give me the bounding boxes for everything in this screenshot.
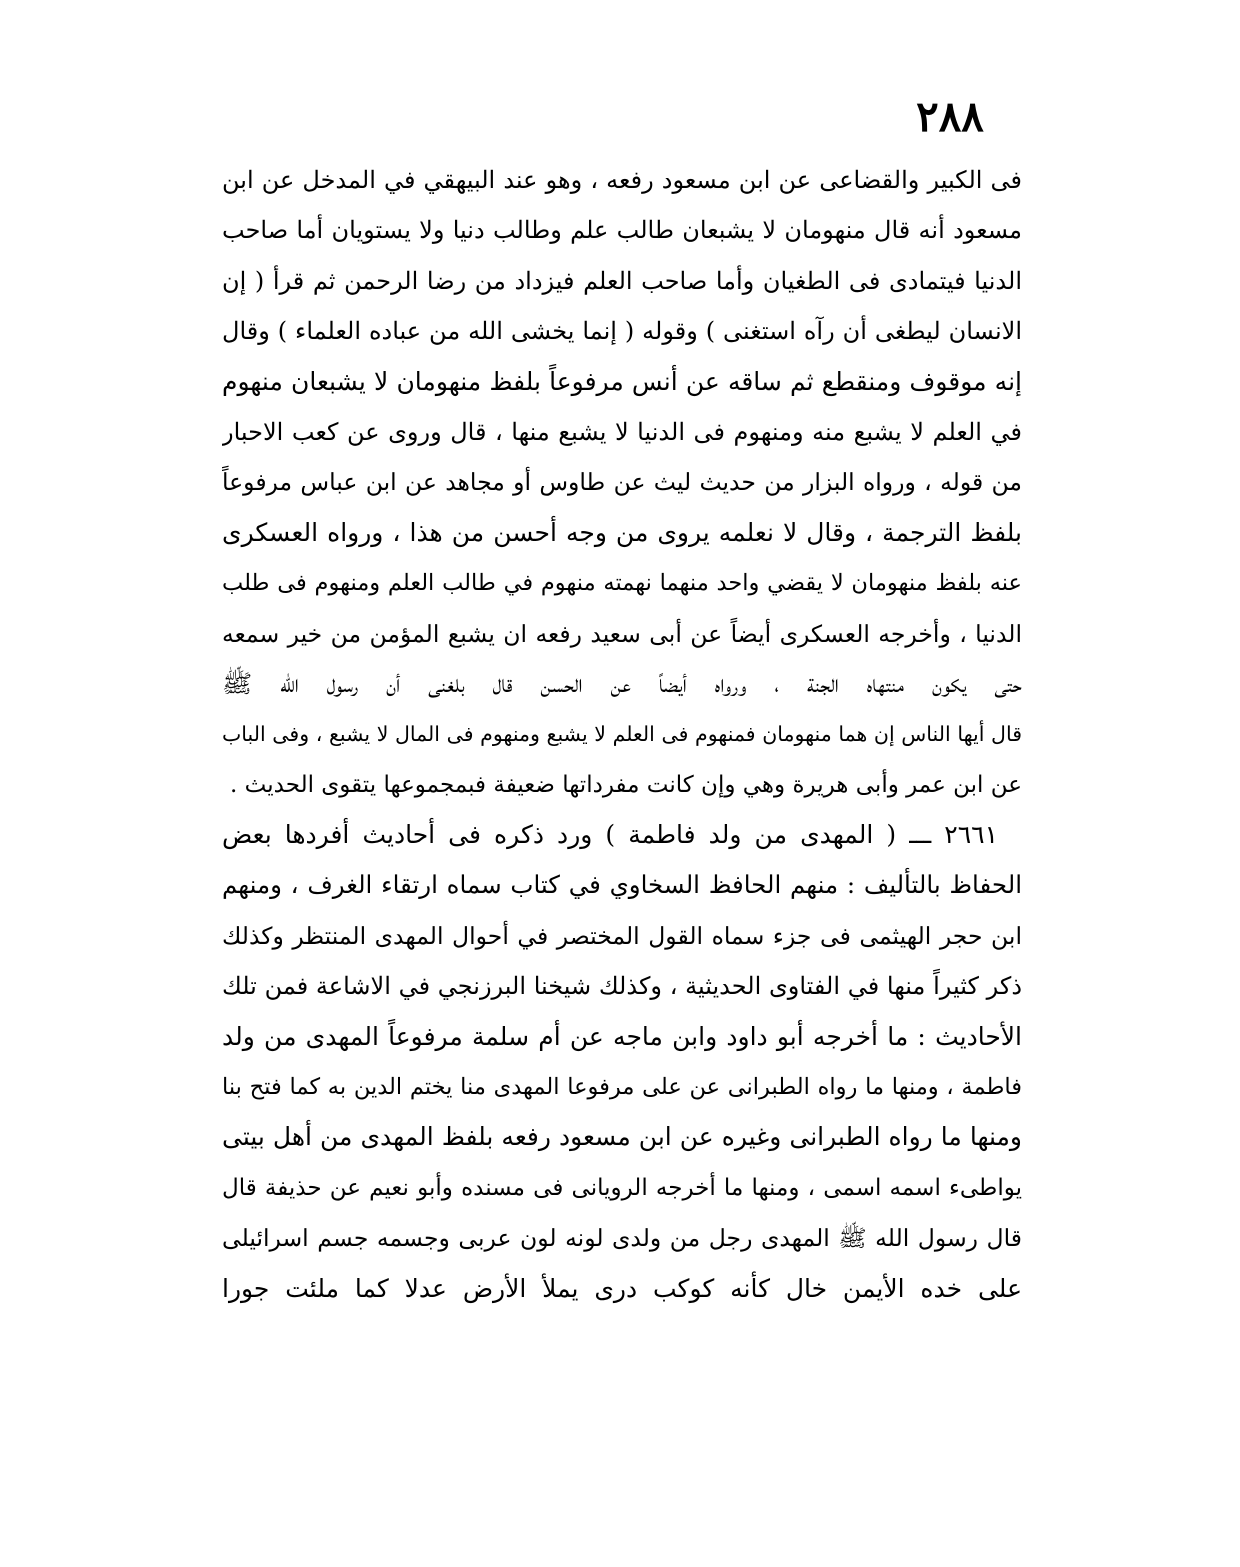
text-line: قال أيها الناس إن هما منهومان فمنهوم فى العلم لا يشبع ومنهوم فى المال لا يشبع ، وفى الباب xyxy=(222,722,1022,747)
text-line: ابن حجر الهيثمى فى جزء سماه القول المختصر في أحوال المهدى المنتظر وكذلك xyxy=(222,921,1022,950)
text-line: حتى يكون منتهاه الجنة ، ورواه أيضاً عن الحسن قال بلغنى أن رسول الله ﷺ xyxy=(222,668,1022,698)
text-line: ذكر كثيراً منها في الفتاوى الحديثية ، وكذلك شيخنا البرزنجي في الاشاعة فمن تلك xyxy=(222,972,1022,1001)
text-line: على خده الأيمن خال كأنه كوكب درى يملأ الأرض عدلا كما ملئت جورا xyxy=(222,1273,1022,1303)
text-line: فاطمة ، ومنها ما رواه الطبرانى عن على مرفوعا المهدى منا يختم الدين به كما فتح بنا xyxy=(222,1074,1022,1101)
text-line: إنه موقوف ومنقطع ثم ساقه عن أنس مرفوعاً بلفظ منهومان لا يشبعان منهوم xyxy=(222,366,1022,396)
page-number: ٢٨٨ xyxy=(916,92,984,141)
body-text xyxy=(222,155,1022,1314)
text-line: عن ابن عمر وأبى هريرة وهي وإن كانت مفرداتها ضعيفة فبمجموعها يتقوى الحديث . xyxy=(230,771,1022,798)
text-line: الدنيا فيتمادى فى الطغيان وأما صاحب العلم فيزداد من رضا الرحمن ثم قرأ ( إن xyxy=(222,266,1022,295)
text-line: بلفظ الترجمة ، وقال لا نعلمه يروى من وجه أحسن من هذا ، ورواه العسكرى xyxy=(222,517,1022,547)
text-line: فى الكبير والقضاعى عن ابن مسعود رفعه ، وهو عند البيهقي في المدخل عن ابن xyxy=(222,166,1022,194)
text-line: قال رسول الله ﷺ المهدى رجل من ولدى لونه لون عربى وجسمه جسم اسرائيلى xyxy=(222,1224,1022,1253)
text-line: الأحاديث : ما أخرجه أبو داود وابن ماجه عن أم سلمة مرفوعاً المهدى من ولد xyxy=(222,1021,1022,1051)
text-line: الحفاظ بالتأليف : منهم الحافظ السخاوي في كتاب سماه ارتقاء الغرف ، ومنهم xyxy=(222,870,1022,900)
text-line: ومنها ما رواه الطبرانى وغيره عن ابن مسعود رفعه بلفظ المهدى من أهل بيتى xyxy=(222,1122,1022,1152)
text-line: الانسان ليطغى أن رآه استغنى ) وقوله ( إنما يخشى الله من عباده العلماء ) وقال xyxy=(222,317,1022,346)
entry-heading-line: ٢٦٦١ ـــ ( المهدى من ولد فاطمة ) ورد ذكره فى أحاديث أفردها بعض xyxy=(222,820,998,850)
text-line: في العلم لا يشبع منه ومنهوم فى الدنيا لا يشبع منها ، قال وروى عن كعب الاحبار xyxy=(222,417,1022,446)
text-line: مسعود أنه قال منهومان لا يشبعان طالب علم وطالب دنيا ولا يستويان أما صاحب xyxy=(222,216,1022,245)
text-line: من قوله ، ورواه البزار من حديث ليث عن طاوس أو مجاهد عن ابن عباس مرفوعاً xyxy=(222,468,1022,497)
text-line: الدنيا ، وأخرجه العسكرى أيضاً عن أبى سعيد رفعه ان يشبع المؤمن من خير سمعه xyxy=(222,619,1022,648)
text-line: يواطىء اسمه اسمى ، ومنها ما أخرجه الرويانى فى مسنده وأبو نعيم عن حذيفة قال xyxy=(222,1174,1022,1201)
text-line: عنه بلفظ منهومان لا يقضي واحد منهما نهمته منهوم في طالب العلم ومنهوم فى طلب xyxy=(222,570,1022,597)
